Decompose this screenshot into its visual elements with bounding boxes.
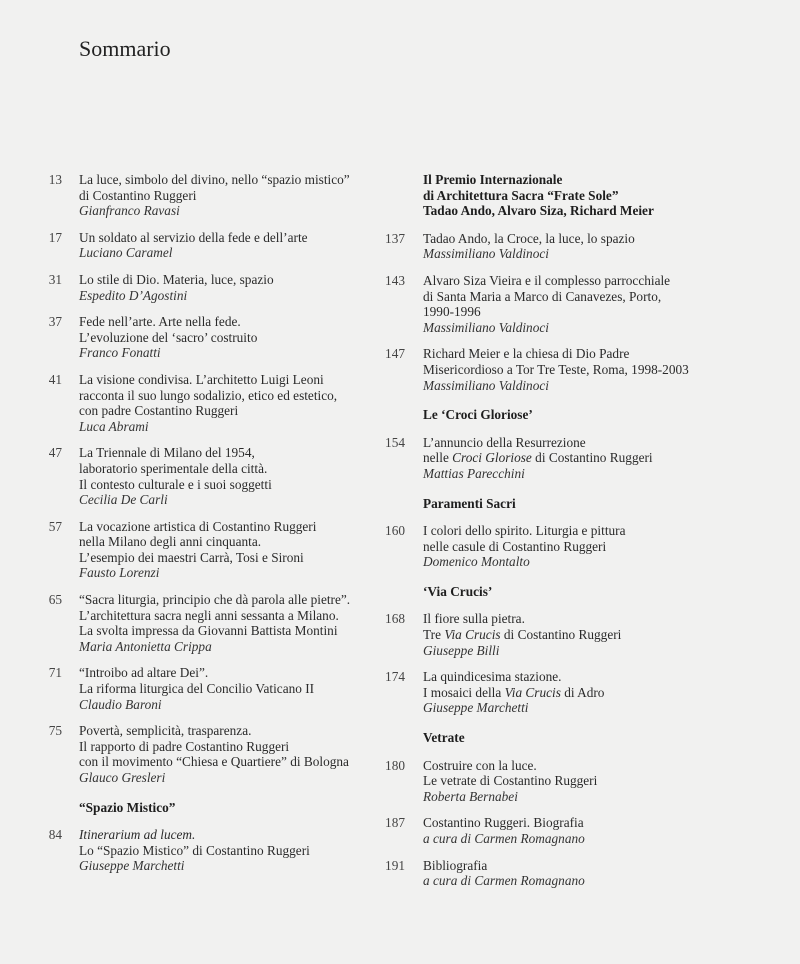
page-number: 31 [48,271,62,287]
entry-title-line: Itinerarium ad lucem. [79,827,196,843]
entry-title-line: La vocazione artistica di Costantino Ruggeri [79,518,317,534]
entry-author: Glauco Gresleri [79,770,166,785]
page-number: 191 [385,857,405,873]
entry-title-line: Tadao Ando, la Croce, la luce, lo spazio [423,230,635,246]
entry-author: Massimiliano Valdinoci [423,246,549,262]
entry-title-line: La svolta impressa da Giovanni Battista Montini [79,623,338,639]
entry-title-line: con padre Costantino Ruggeri [79,403,239,419]
entry-title-line: I colori dello spirito. Liturgia e pittura [423,523,626,539]
entry-author: Fausto Lorenzi [79,565,160,581]
entry-author: Giuseppe Billi [423,642,500,658]
entry-title-line: Tre Via Crucis di Costantino Ruggeri [423,627,622,643]
entry-title-line: Misericordioso a Tor Tre Teste, Roma, 1998-2003 [423,361,689,377]
entry-title-line: nelle Croci Gloriose di Costantino Ruggeri [423,450,653,466]
entry-title-line: Il fiore sulla pietra. [423,611,525,627]
entry-title-line: Il rapporto di padre Costantino Ruggeri [79,738,290,754]
entry-title-line: Alvaro Siza Vieira e il complesso parrocchiale [423,272,671,288]
entry-title-line: Bibliografia [423,857,488,873]
section-heading: Paramenti Sacri [423,495,516,511]
page-number: 57 [48,518,62,534]
entry-title-line: Povertà, semplicità, trasparenza. [79,723,252,739]
page-number: 84 [48,827,62,843]
entry-title-line: nella Milano degli anni cinquanta. [79,534,262,550]
entry-title-line: L’annuncio della Resurrezione [423,434,586,450]
toc-entry [383,346,783,393]
toc-entry [383,435,783,482]
toc-entry [383,669,783,716]
toc-entry [40,665,370,712]
section-heading-line: di Architettura Sacra “Frate Sole” [423,187,619,203]
section-heading [383,172,783,219]
entry-author: Luca Abrami [79,418,149,434]
page-number: 180 [385,757,405,773]
entry-title-line: 1990-1996 [423,304,481,320]
entry-author: a cura di Carmen Romagnano [423,831,585,846]
toc-entry [383,273,783,335]
page-number: 47 [48,445,62,461]
page-number: 174 [385,669,405,685]
entry-author: Massimiliano Valdinoci [423,377,549,393]
toc-entry [40,827,370,874]
entry-title-line: racconta il suo lungo sodalizio, etico ed estetico, [79,387,338,403]
entry-author: Cecilia De Carli [79,492,168,508]
entry-title-line: Un soldato al servizio della fede e dell’arte [79,229,308,245]
entry-title-line: di Santa Maria a Marco di Canavezes, Porto, [423,288,662,304]
toc-entry [383,858,783,889]
entry-title-line: Richard Meier e la chiesa di Dio Padre [423,346,630,362]
entry-title-line: La riforma liturgica del Concilio Vaticano II [79,681,315,697]
toc-entry [383,231,783,262]
entry-author: Espedito D’Agostini [79,287,188,303]
toc-entry [383,815,783,846]
entry-title-line: nelle casule di Costantino Ruggeri [423,538,607,554]
entry-title-line: con il movimento “Chiesa e Quartiere” di Bologna [79,754,349,770]
toc-entry [40,592,370,654]
contents-left-column [40,172,370,885]
entry-title-line: L’esempio dei maestri Carrà, Tosi e Sironi [79,549,304,565]
entry-title-line: La quindicesima stazione. [423,669,562,685]
entry-author: Massimiliano Valdinoci [423,319,549,335]
entry-title-line: L’architettura sacra negli anni sessanta a Milano. [79,607,339,623]
entry-title-line: “Sacra liturgia, principio che dà parola alle pietre”. [79,592,351,608]
toc-entry [383,611,783,658]
entry-title-line: laboratorio sperimentale della città. [79,460,268,476]
toc-entry [40,372,370,434]
entry-author: Franco Fonatti [79,345,161,361]
toc-entry [40,445,370,507]
page-number: 37 [48,314,62,330]
page-number: 13 [48,172,62,187]
section-heading-line: Tadao Ando, Alvaro Siza, Richard Meier [423,203,654,219]
italic-title: Croci Gloriose [452,450,532,466]
contents-right-column [383,172,783,900]
section-heading: “Spazio Mistico” [79,799,176,815]
entry-title-line: La visione condivisa. L’architetto Luigi Leoni [79,371,324,387]
toc-entry [40,272,370,303]
page-number: 187 [385,815,405,831]
entry-title-line: Costantino Ruggeri. Biografia [423,815,584,831]
page-title: Sommario [79,36,171,61]
entry-author: a cura di Carmen Romagnano [423,873,585,889]
entry-title-line: di Costantino Ruggeri [79,187,197,203]
entry-author: Mattias Parecchini [423,465,525,481]
toc-entry [383,523,783,570]
section-heading: ‘Via Crucis’ [423,583,493,599]
page-number: 137 [385,230,405,246]
page-number: 65 [48,592,62,608]
entry-title-line: Le vetrate di Costantino Ruggeri [423,773,598,789]
entry-title-line: “Introibo ad altare Dei”. [79,665,209,681]
entry-author: Giuseppe Marchetti [79,858,185,874]
entry-author: Maria Antonietta Crippa [79,638,212,654]
entry-title-line: La luce, simbolo del divino, nello “spazio mistico” [79,172,350,187]
entry-author: Gianfranco Ravasi [79,203,180,219]
page-number: 147 [385,346,405,362]
page-number: 143 [385,272,405,288]
toc-entry [40,172,370,219]
entry-author: Claudio Baroni [79,696,162,712]
page-number: 75 [48,723,62,739]
entry-title-line: Costruire con la luce. [423,757,537,773]
entry-author: Domenico Montalto [423,554,530,570]
italic-title: Via Crucis [504,684,561,700]
page-number: 17 [48,229,62,245]
page-number: 168 [385,611,405,627]
section-heading: Vetrate [423,730,465,746]
entry-author: Roberta Bernabei [423,788,518,804]
toc-entry [383,758,783,805]
section-heading-line: Il Premio Internazionale [423,172,563,187]
entry-title-line: Lo stile di Dio. Materia, luce, spazio [79,271,274,287]
italic-title: Via Crucis [444,627,501,643]
toc-entry [40,230,370,261]
entry-title-line: Il contesto culturale e i suoi soggetti [79,476,272,492]
toc-entry [40,723,370,785]
section-heading: Le ‘Croci Gloriose’ [423,407,533,423]
entry-title-line: L’evoluzione del ‘sacro’ costruito [79,329,258,345]
page-number: 71 [48,665,62,681]
toc-entry [40,519,370,581]
entry-author: Luciano Caramel [79,245,173,261]
entry-author: Giuseppe Marchetti [423,700,529,716]
entry-title-line: La Triennale di Milano del 1954, [79,445,255,461]
entry-title-line: Fede nell’arte. Arte nella fede. [79,314,241,330]
page-number: 154 [385,434,405,450]
entry-title-line: Lo “Spazio Mistico” di Costantino Ruggeri [79,842,310,858]
page-number: 41 [48,371,62,387]
toc-entry [40,314,370,361]
page-number: 160 [385,523,405,539]
entry-title-line: I mosaici della Via Crucis di Adro [423,684,605,700]
